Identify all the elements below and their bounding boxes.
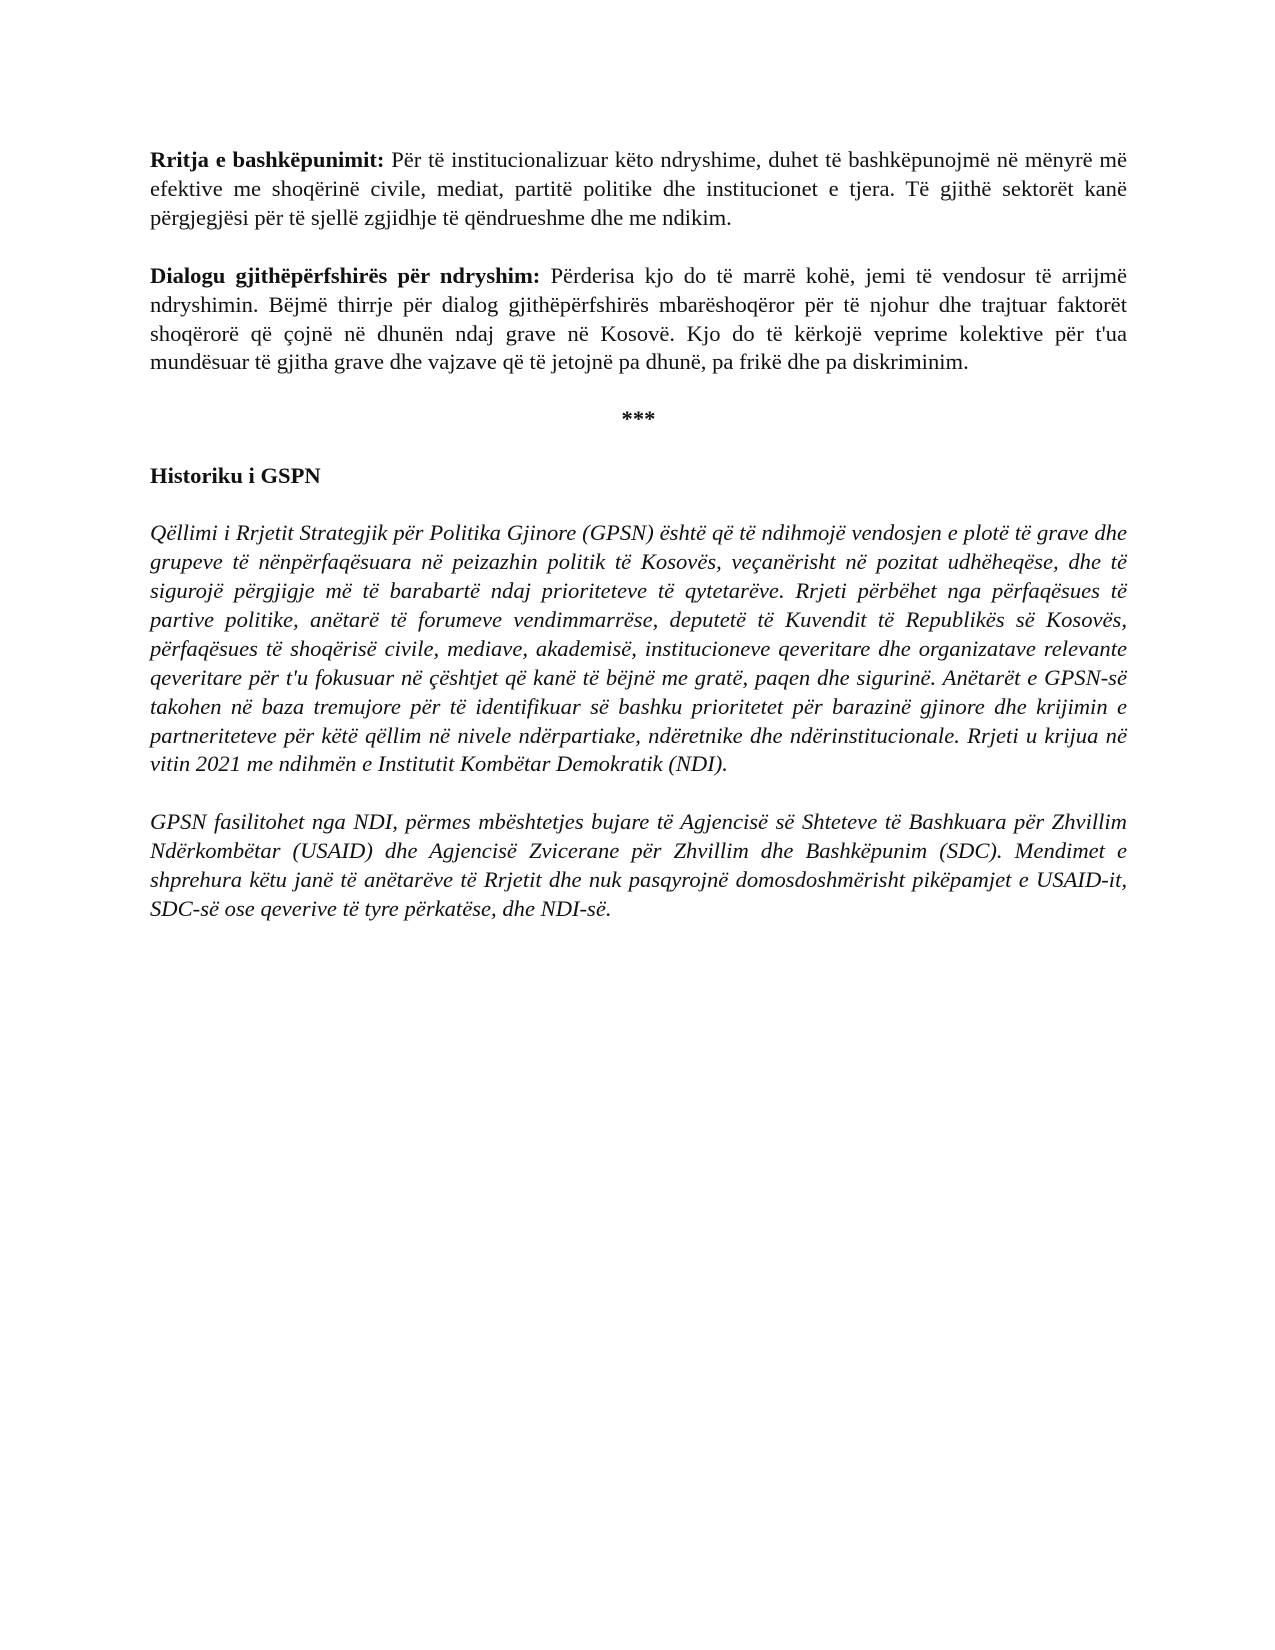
- collaboration-lead: Rritja e bashkëpunimit:: [150, 147, 385, 172]
- collaboration-paragraph: [150, 146, 1127, 233]
- collaboration-text: Për të institucionalizuar këto ndryshime, duhet të bashkëpunojmë në mënyrë më efektive me shoqërinë civile, mediat, partitë politike dhe institucionet e tjera. Të gjithë sektorët kanë përgjegjësi për të sjellë zgjidhje të qëndrueshme dhe me ndikim.: [150, 147, 1127, 230]
- dialogue-paragraph: [150, 262, 1127, 378]
- dialogue-text: Përderisa kjo do të marrë kohë, jemi të vendosur të arrijmë ndryshimin. Bëjmë thirrje për dialog gjithëpërfshirës mbarëshoqëror për të njohur dhe trajtuar faktorët shoqërorë që çojnë në dhunën ndaj grave në Kosovë. Kjo do të kërkojë veprime kolektive për t'ua mundësuar të gjitha grave dhe vajzave që të jetojnë pa dhunë, pa frikë dhe pa diskriminim.: [150, 262, 1127, 375]
- history-heading: Historiku i GSPN: [150, 463, 321, 489]
- document-page: [150, 146, 1127, 924]
- section-separator: ***: [621, 406, 656, 432]
- history-support-paragraph: GPSN fasilitohet nga NDI, përmes mbështetjes bujare të Agjencisë së Shteteve të Bashkuara për Zhvillim Ndërkombëtar (USAID) dhe Agjencisë Zvicerane për Zhvillim dhe Bashkëpunim (SDC). Mendimet e shprehura këtu janë të anëtarëve të Rrjetit dhe nuk pasqyrojnë domosdoshmërisht pikëpamjet e USAID-it, SDC-së ose qeverive të tyre përkatëse, dhe NDI-së.: [150, 809, 1127, 922]
- dialogue-lead: Dialogu gjithëpërfshirës për ndryshim:: [150, 262, 541, 288]
- history-about-paragraph: Qëllimi i Rrjetit Strategjik për Politika Gjinore (GPSN) është që të ndihmojë vendosjen e plotë të grave dhe grupeve të nënpërfaqësuara në peizazhin politik të Kosovës, veçanërisht në pozitat udhëheqëse, dhe të sigurojë përgjigje më të barabartë ndaj prioriteteve të qytetarëve. Rrjeti përbëhet nga përfaqësues të partive politike, anëtarë të forumeve vendimmarrëse, deputetë të Kuvendit të Republikës së Kosovës, përfaqësues të shoqërisë civile, mediave, akademisë, institucioneve qeveritare dhe organizatave relevante qeveritare për t'u fokusuar në çështjet që kanë të bëjnë me gratë, paqen dhe sigurinë. Anëtarët e GPSN-së takohen në baza tremujore për të identifikuar së bashku prioritetet për barazinë gjinore dhe krijimin e partneriteteve për këtë qëllim në nivele ndërpartiake, ndëretnike dhe ndërinstitucionale. Rrjeti u krijua në vitin 2021 me ndihmën e Institutit Kombëtar Demokratik (NDI).: [150, 520, 1127, 777]
